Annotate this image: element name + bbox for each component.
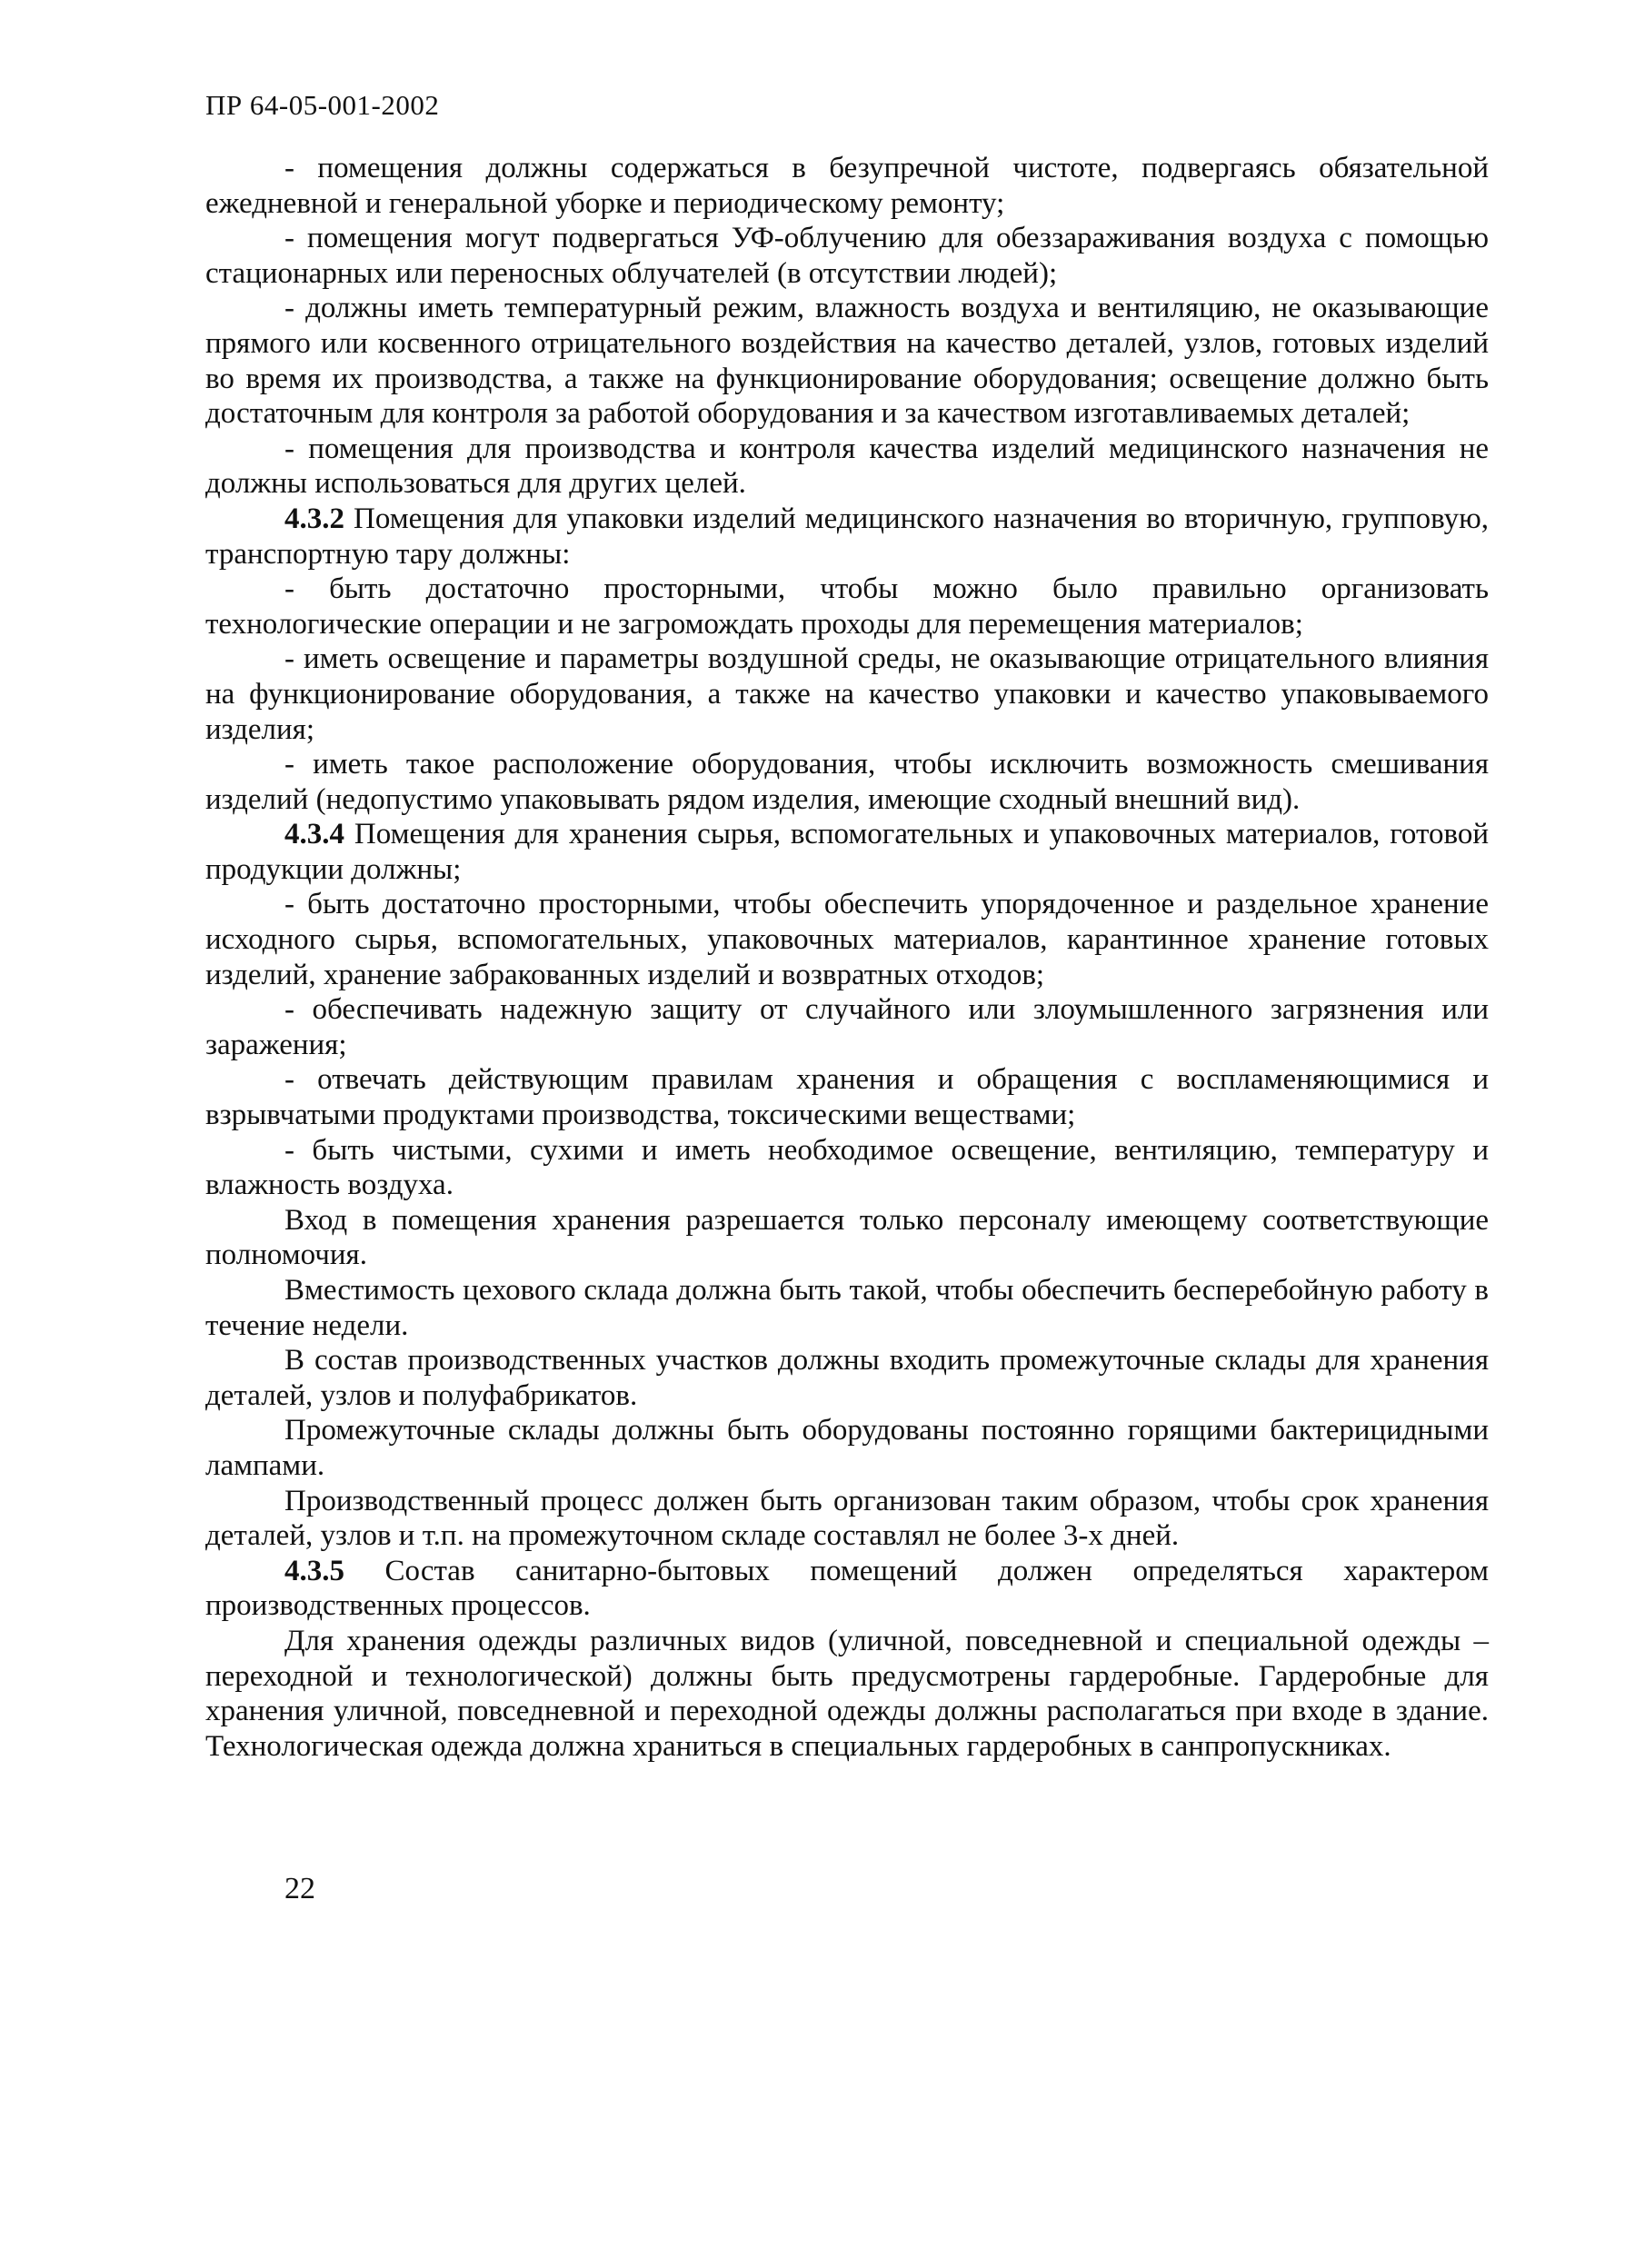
- paragraph: [205, 1203, 1489, 1273]
- paragraph: [205, 992, 1489, 1062]
- section-4-3-5: [205, 1554, 1489, 1624]
- paragraph-text: Промежуточные склады должны быть оборудованы постоянно горящими бактерицидными лампами.: [205, 1414, 1489, 1482]
- section-number: 4.3.4: [284, 818, 344, 851]
- paragraph-text: Помещения для хранения сырья, вспомогательных и упаковочных материалов, готовой продукции должны;: [205, 818, 1489, 886]
- section-number: 4.3.2: [284, 502, 344, 535]
- paragraph-text: Вместимость цехового склада должна быть такой, чтобы обеспечить бесперебойную работу в течение недели.: [205, 1274, 1489, 1342]
- paragraph-text: Производственный процесс должен быть организован таким образом, чтобы срок хранения деталей, узлов и т.п. на промежуточном складе составлял не более 3-х дней.: [205, 1484, 1489, 1553]
- paragraph: [205, 1343, 1489, 1413]
- paragraph-text: - иметь освещение и параметры воздушной среды, не оказывающие отрицательного влияния на функционирование оборудования, а также на качество упаковки и качество упаковываемого изделия;: [205, 642, 1489, 746]
- paragraph: [205, 432, 1489, 502]
- section-4-3-2: [205, 502, 1489, 572]
- paragraph-text: - помещения могут подвергаться УФ-облучению для обеззараживания воздуха с помощью стационарных или переносных облучателей (в отсутствии людей);: [205, 222, 1489, 290]
- paragraph-text: - быть чистыми, сухими и иметь необходимое освещение, вентиляцию, температуру и влажность воздуха.: [205, 1133, 1489, 1202]
- paragraph: [205, 1413, 1489, 1483]
- paragraph-text: - быть достаточно просторными, чтобы можно было правильно организовать технологические операции и не загромождать проходы для перемещения материалов;: [205, 572, 1489, 641]
- paragraph-text: - должны иметь температурный режим, влажность воздуха и вентиляцию, не оказывающие прямого или косвенного отрицательного воздействия на качество деталей, узлов, готовых изделий во время их производства, а также на функционирование оборудования; освещение должно быть достаточным для контроля за работой оборудования и за качеством изготавливаемых деталей;: [205, 292, 1489, 431]
- paragraph: [205, 221, 1489, 291]
- document-header: ПР 64-05-001-2002: [205, 89, 440, 121]
- paragraph-text: - иметь такое расположение оборудования, чтобы исключить возможность смешивания изделий (недопустимо упаковывать рядом изделия, имеющие сходный внешний вид).: [205, 748, 1489, 816]
- paragraph: [205, 572, 1489, 642]
- paragraph: [205, 1133, 1489, 1203]
- paragraph-text: - помещения для производства и контроля качества изделий медицинского назначения не должны использоваться для других целей.: [205, 432, 1489, 501]
- paragraph-text: В состав производственных участков должны входить промежуточные склады для хранения деталей, узлов и полуфабрикатов.: [205, 1344, 1489, 1412]
- paragraph-text: - быть достаточно просторными, чтобы обеспечить упорядоченное и раздельное хранение исходного сырья, вспомогательных, упаковочных материалов, карантинное хранение готовых изделий, хранение забракованных изделий и возвратных отходов;: [205, 888, 1489, 991]
- paragraph-text: - отвечать действующим правилам хранения и обращения с воспламеняющимися и взрывчатыми продуктами производства, токсическими веществами;: [205, 1063, 1489, 1132]
- paragraph-text: Состав санитарно-бытовых помещений должен определяться характером производственных процессов.: [205, 1554, 1489, 1623]
- paragraph-text: - обеспечивать надежную защиту от случайного или злоумышленного загрязнения или заражения;: [205, 993, 1489, 1061]
- document-body: [205, 151, 1489, 1764]
- paragraph: [205, 151, 1489, 221]
- paragraph-text: Для хранения одежды различных видов (уличной, повседневной и специальной одежды – переходной и технологической) должны быть предусмотрены гардеробные. Гардеробные для хранения уличной, повседневной и переходной одежды должны располагаться при входе в здание. Технологическая одежда должна храниться в специальных гардеробных в санпропускниках.: [205, 1624, 1489, 1763]
- paragraph: [205, 291, 1489, 431]
- paragraph-text: Помещения для упаковки изделий медицинского назначения во вторичную, групповую, транспортную тару должны:: [205, 502, 1489, 571]
- paragraph: [205, 642, 1489, 747]
- section-4-3-4: [205, 817, 1489, 887]
- page-number: 22: [284, 1872, 315, 1905]
- section-number: 4.3.5: [284, 1554, 344, 1587]
- paragraph: [205, 747, 1489, 817]
- paragraph: [205, 1484, 1489, 1554]
- paragraph: [205, 1273, 1489, 1343]
- paragraph: [205, 1062, 1489, 1132]
- paragraph-text: Вход в помещения хранения разрешается только персоналу имеющему соответствующие полномочия.: [205, 1203, 1489, 1272]
- paragraph: [205, 887, 1489, 992]
- paragraph: [205, 1624, 1489, 1764]
- paragraph-text: - помещения должны содержаться в безупречной чистоте, подвергаясь обязательной ежедневной и генеральной уборке и периодическому ремонту;: [205, 152, 1489, 220]
